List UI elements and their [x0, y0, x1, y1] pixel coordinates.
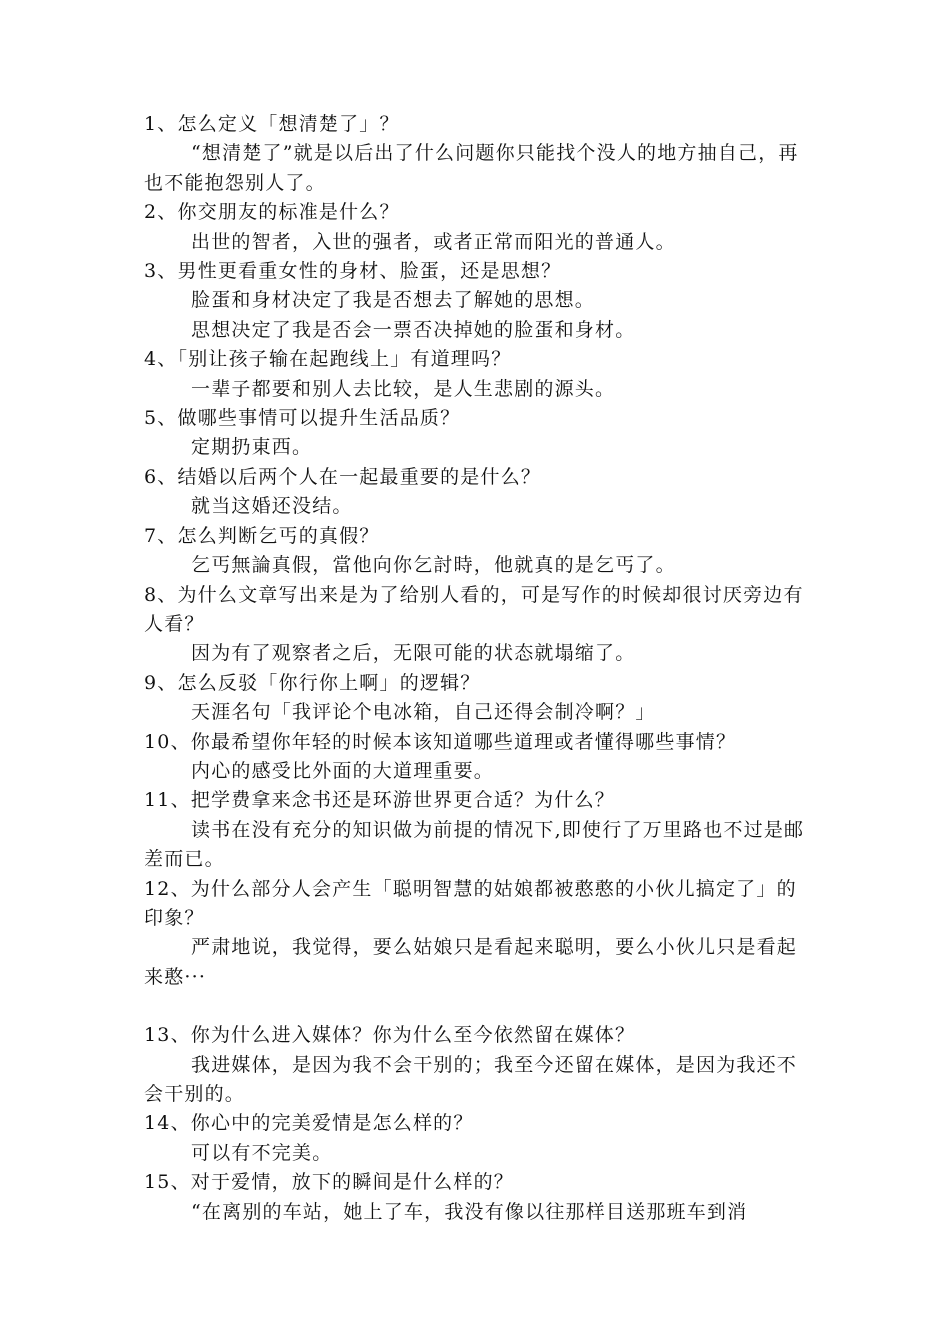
- question-text: 14、你心中的完美爱情是怎么样的？: [144, 1112, 474, 1135]
- qa-item: [144, 1109, 810, 1168]
- answer-text: 就当这婚还没结。: [191, 495, 353, 518]
- qa-item: [144, 404, 810, 463]
- answer-text: 一辈子都要和别人去比较，是人生悲剧的源头。: [191, 377, 616, 400]
- qa-item: [144, 581, 810, 669]
- answer-text: 因为有了观察者之后，无限可能的状态就塌缩了。: [191, 642, 636, 665]
- qa-item: [144, 110, 810, 198]
- question-text: 13、你为什么进入媒体？你为什么至今依然留在媒体？: [144, 1024, 636, 1047]
- answer-text: 出世的智者，入世的强者，或者正常而阳光的普通人。: [191, 230, 676, 253]
- answer-text: 天涯名句「我评论个电冰箱，自己还得会制冷啊？」: [191, 701, 656, 724]
- answer-text: 定期扔東西。: [191, 436, 313, 459]
- answer-text: 内心的感受比外面的大道理重要。: [191, 759, 495, 782]
- answer-text: 脸蛋和身材决定了我是否想去了解她的思想。: [191, 289, 596, 312]
- answer-text: “想清楚了”就是以后出了什么问题你只能找个没人的地方抽自己，再也不能抱怨别人了。: [144, 142, 799, 194]
- answer-text: 乞丐無論真假，當他向你乞討時，他就真的是乞丐了。: [191, 554, 676, 577]
- paragraph-gap: [144, 992, 810, 1021]
- question-text: 12、为什么部分人会产生「聪明智慧的姑娘都被憨憨的小伙儿搞定了」的印象？: [144, 877, 797, 929]
- answer-text: 思想决定了我是否会一票否决掉她的脸蛋和身材。: [191, 318, 636, 341]
- question-text: 6、结婚以后两个人在一起最重要的是什么？: [144, 465, 542, 488]
- qa-item: [144, 198, 810, 257]
- answer-text: 读书在没有充分的知识做为前提的情况下,即使行了万里路也不过是邮差而已。: [144, 818, 805, 871]
- question-text: 1、怎么定义「想清楚了」？: [144, 113, 400, 135]
- question-text: 5、做哪些事情可以提升生活品质？: [144, 407, 461, 430]
- qa-item: [144, 728, 810, 787]
- qa-item: [144, 522, 810, 581]
- question-text: 7、怎么判断乞丐的真假？: [144, 524, 380, 547]
- question-text: 8、为什么文章写出来是为了给别人看的，可是写作的时候却很讨厌旁边有人看？: [144, 583, 804, 635]
- qa-item: [144, 463, 810, 522]
- question-text: 10、你最希望你年轻的时候本该知道哪些道理或者懂得哪些事情？: [144, 730, 737, 753]
- answer-text: 严肃地说，我觉得，要么姑娘只是看起来聪明，要么小伙儿只是看起来憨···: [144, 936, 798, 988]
- question-text: 3、男性更看重女性的身材、脸蛋，还是思想？: [144, 260, 562, 283]
- qa-item: [144, 669, 810, 728]
- qa-item: [144, 875, 810, 993]
- qa-item: [144, 345, 810, 404]
- answer-text: “在离别的车站，她上了车，我没有像以往那样目送那班车到消: [191, 1200, 748, 1223]
- qa-item: [144, 1021, 810, 1109]
- question-text: 2、你交朋友的标准是什么？: [144, 201, 400, 224]
- answer-text: 可以有不完美。: [191, 1141, 333, 1164]
- question-text: 15、对于爱情，放下的瞬间是什么样的？: [144, 1171, 514, 1194]
- qa-item: [144, 786, 810, 874]
- question-text: 9、怎么反驳「你行你上啊」的逻辑？: [144, 671, 481, 694]
- document-page: [144, 110, 810, 1227]
- question-text: 11、把学费拿来念书还是环游世界更合适？为什么？: [144, 789, 615, 812]
- qa-item: [144, 1168, 810, 1227]
- qa-item: [144, 257, 810, 345]
- answer-text: 我进媒体，是因为我不会干别的；我至今还留在媒体，是因为我还不会干别的。: [144, 1053, 798, 1105]
- question-text: 4、「别让孩子输在起跑线上」有道理吗？: [144, 348, 512, 371]
